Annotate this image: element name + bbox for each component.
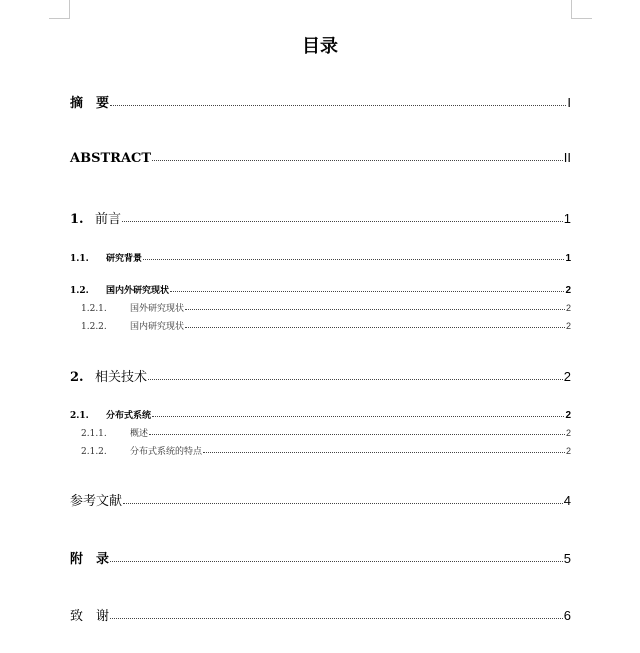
toc-leader-dots bbox=[203, 452, 565, 453]
toc-entry-page: 2 bbox=[565, 446, 571, 456]
toc-leader-dots bbox=[185, 309, 565, 310]
toc-leader-dots bbox=[123, 503, 563, 504]
toc-leader-dots bbox=[143, 259, 564, 260]
toc-entry-number: 1.2.1. bbox=[81, 304, 107, 314]
toc-entry-number: 1.1. bbox=[70, 254, 89, 264]
toc-leader-dots bbox=[110, 105, 566, 106]
toc-entry-subsection-1-2-1[interactable] bbox=[81, 301, 571, 314]
toc-entry-page: 6 bbox=[563, 608, 571, 623]
toc-entry-section-1-2[interactable] bbox=[70, 283, 571, 296]
toc-entry-page: 2 bbox=[565, 321, 571, 331]
toc-entry-page: 2 bbox=[565, 428, 571, 438]
toc-entry-page: 2 bbox=[565, 285, 571, 296]
toc-entry-appendix[interactable] bbox=[70, 548, 571, 567]
toc-leader-dots bbox=[152, 160, 563, 161]
toc-entry-section-2-1[interactable] bbox=[70, 408, 571, 421]
toc-leader-dots bbox=[152, 416, 564, 417]
toc-entry-number: 2.1.1. bbox=[81, 429, 107, 439]
toc-entry-page: 1 bbox=[563, 211, 571, 226]
toc-entry-page: 4 bbox=[563, 493, 571, 508]
toc-entry-page: 1 bbox=[565, 253, 571, 264]
toc-leader-dots bbox=[185, 327, 565, 328]
page-corner-mark-top-left bbox=[49, 0, 70, 19]
toc-leader-dots bbox=[170, 291, 564, 292]
toc-entry-page: II bbox=[563, 150, 571, 165]
toc-leader-dots bbox=[122, 221, 563, 222]
toc-entry-label: 分布式系统 bbox=[106, 411, 152, 421]
toc-title: 目录 bbox=[302, 36, 338, 57]
toc-entry-label: ABSTRACT bbox=[70, 151, 152, 166]
toc-leader-dots bbox=[110, 561, 563, 562]
toc-entry-chapter-2[interactable] bbox=[70, 366, 571, 385]
toc-entry-label: 参考文献 bbox=[70, 494, 123, 509]
toc-entry-label: 概述 bbox=[130, 429, 149, 439]
toc-entry-label: 前言 bbox=[95, 212, 122, 227]
toc-entry-label: 分布式系统的特点 bbox=[130, 447, 203, 457]
toc-entry-subsection-2-1-2[interactable] bbox=[81, 444, 571, 457]
toc-entry-label: 致 谢 bbox=[70, 609, 110, 624]
toc-entry-subsection-2-1-1[interactable] bbox=[81, 426, 571, 439]
toc-entry-number: 1.2. bbox=[70, 286, 89, 296]
toc-entry-label: 国内外研究现状 bbox=[106, 286, 170, 296]
toc-entry-number: 2.1. bbox=[70, 411, 89, 421]
toc-entry-acknowledgements[interactable] bbox=[70, 605, 571, 624]
toc-entry-number: 2.1.2. bbox=[81, 447, 107, 457]
toc-entry-number: 1. bbox=[70, 212, 84, 227]
toc-entry-page: 2 bbox=[565, 303, 571, 313]
toc-entry-number: 2. bbox=[70, 370, 84, 385]
toc-entry-page: 5 bbox=[563, 551, 571, 566]
toc-entry-label: 附 录 bbox=[70, 552, 110, 567]
toc-entry-page: 2 bbox=[563, 369, 571, 384]
toc-entry-abstract-en[interactable] bbox=[70, 150, 571, 166]
toc-entry-label: 相关技术 bbox=[95, 370, 148, 385]
page-corner-mark-top-right bbox=[571, 0, 592, 19]
toc-entry-page: 2 bbox=[565, 410, 571, 421]
toc-entry-references[interactable] bbox=[70, 490, 571, 509]
toc-entry-label: 国内研究现状 bbox=[130, 322, 185, 332]
toc-entry-subsection-1-2-2[interactable] bbox=[81, 319, 571, 332]
toc-entry-abstract-cn[interactable] bbox=[70, 92, 571, 111]
toc-entry-section-1-1[interactable] bbox=[70, 251, 571, 264]
toc-entry-label: 摘 要 bbox=[70, 96, 110, 111]
toc-entry-page: I bbox=[567, 95, 571, 110]
toc-leader-dots bbox=[149, 434, 565, 435]
toc-entry-label: 国外研究现状 bbox=[130, 304, 185, 314]
toc-entry-label: 研究背景 bbox=[106, 254, 143, 264]
toc-leader-dots bbox=[148, 379, 563, 380]
toc-leader-dots bbox=[110, 618, 563, 619]
toc-entry-number: 1.2.2. bbox=[81, 322, 107, 332]
toc-entry-chapter-1[interactable] bbox=[70, 208, 571, 227]
